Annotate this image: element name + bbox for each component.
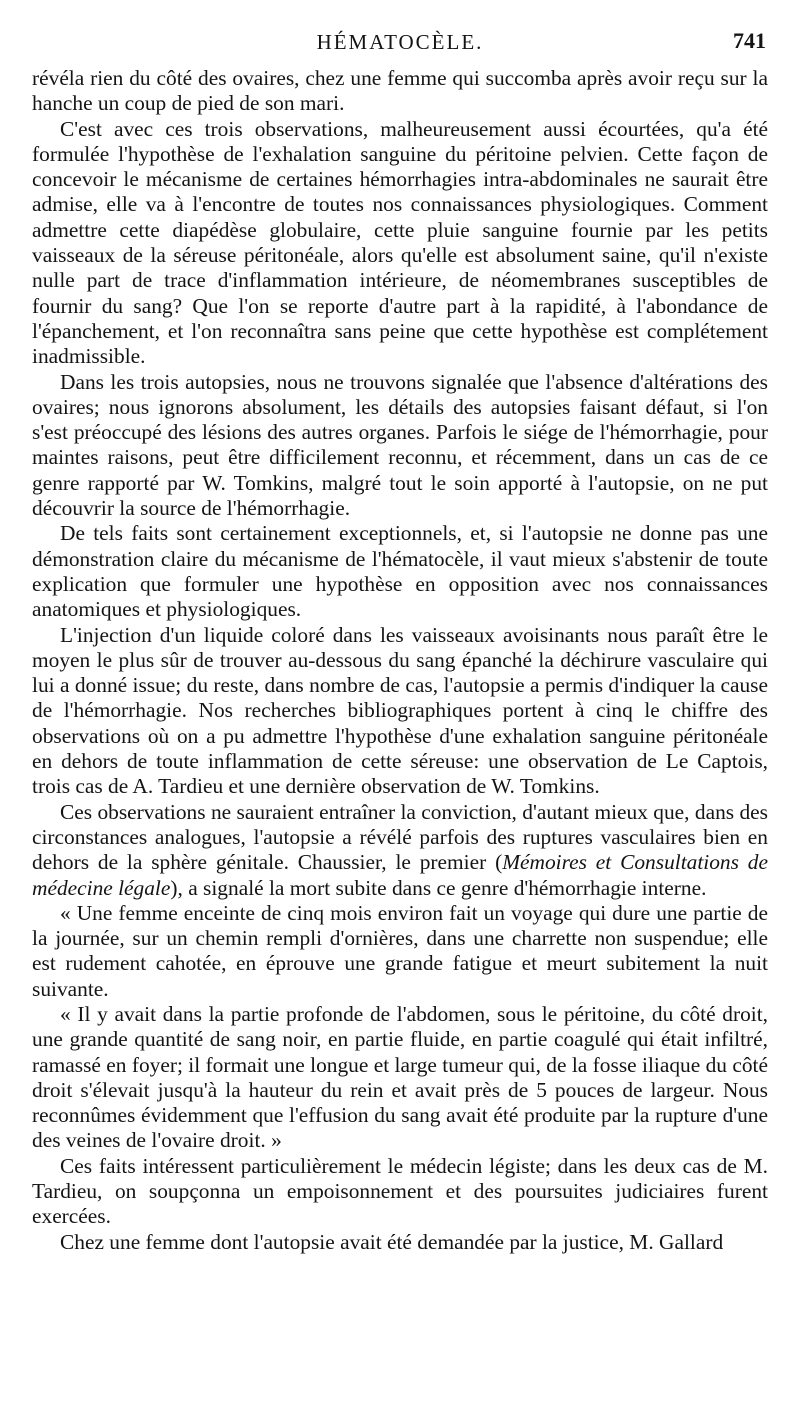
paragraph-4: De tels faits sont certainement exceptionnels, et, si l'autopsie ne donne pas une démonstration claire du mécanisme de l'hématocèle, il vaut mieux s'abstenir de toute explication que formuler une hypothèse en opposition avec nos connaissances anatomiques et physiologiques.: [32, 521, 768, 622]
paragraph-6-text-after: ), a signalé la mort subite dans ce genre d'hémorrhagie interne.: [170, 875, 707, 900]
paragraph-6: [32, 800, 768, 901]
paragraph-9: Ces faits intéressent particulièrement le médecin légiste; dans les deux cas de M. Tardieu, on soupçonna un empoisonnement et des poursuites judiciaires furent exercées.: [32, 1153, 768, 1229]
body-text: [32, 66, 768, 1255]
running-title: HÉMATOCÈLE.: [316, 30, 484, 54]
paragraph-2: C'est avec ces trois observations, malheureusement aussi écourtées, qu'a été formulée l'hypothèse de l'exhalation sanguine du péritoine pelvien. Cette façon de concevoir le mécanisme de certaines hémorrhagies intra-abdominales ne saurait être admise, elle va à l'encontre de toutes nos connaissances physiologiques. Comment admettre cette diapédèse globulaire, cette pluie sanguine fournie par les petits vaisseaux de la séreuse péritonéale, alors qu'elle est absolument saine, qu'il n'existe nulle part de trace d'inflammation intérieure, de néomembranes susceptibles de fournir du sang? Que l'on se reporte d'autre part à la rapidité, à l'abondance de l'épanchement, et l'on reconnaîtra sans peine que cette hypothèse est complétement inadmissible.: [32, 116, 768, 369]
paragraph-1: révéla rien du côté des ovaires, chez une femme qui succomba après avoir reçu sur la hanche un coup de pied de son mari.: [32, 66, 768, 116]
citation-title: Mémoires et Consultations de médecine légale: [32, 850, 768, 900]
paragraph-5: L'injection d'un liquide coloré dans les vaisseaux avoisinants nous paraît être le moyen le plus sûr de trouver au-dessous du sang épanché la déchirure vasculaire qui lui a donné issue; du reste, dans nombre de cas, l'autopsie a permis d'indiquer la cause de l'hémorrhagie. Nos recherches bibliographiques portent à cinq le chiffre des observations où on a pu admettre l'hypothèse d'une exhalation sanguine péritonéale en dehors de toute inflammation de cette séreuse: une observation de Le Captois, trois cas de A. Tardieu et une dernière observation de W. Tomkins.: [32, 622, 768, 799]
paragraph-3: Dans les trois autopsies, nous ne trouvons signalée que l'absence d'altérations des ovaires; nous ignorons absolument, les détails des autopsies faisant défaut, si l'on s'est préoccupé des lésions des autres organes. Parfois le siége de l'hémorrhagie, pour maintes raisons, peut être difficilement reconnu, et récemment, dans un cas de ce genre rapporté par W. Tomkins, malgré tout le soin apporté à l'autopsie, on ne put découvrir la source de l'hémorrhagie.: [32, 369, 768, 521]
document-page: [32, 26, 768, 1255]
paragraph-6-text-before: Ces observations ne sauraient entraîner la conviction, d'autant mieux que, dans des circonstances analogues, l'autopsie a révélé parfois des ruptures vasculaires bien en dehors de la sphère génitale. Chaussier, le premier (: [32, 799, 768, 875]
paragraph-10: Chez une femme dont l'autopsie avait été demandée par la justice, M. Gallard: [60, 1229, 724, 1254]
page-number: 741: [733, 28, 766, 53]
page-header: [32, 26, 768, 66]
paragraph-7-quote: « Une femme enceinte de cinq mois environ fait un voyage qui dure une partie de la journée, sur un chemin rempli d'ornières, dans une charrette non suspendue; elle est rudement cahotée, en éprouve une grande fatigue et meurt subitement la nuit suivante.: [32, 900, 768, 1001]
paragraph-8-quote: « Il y avait dans la partie profonde de l'abdomen, sous le péritoine, du côté droit, une grande quantité de sang noir, en partie fluide, en partie coagulé qui était infiltré, ramassé en foyer; il formait une longue et large tumeur qui, de la fosse iliaque du côté droit s'élevait jusqu'à la hauteur du rein et avait près de 5 pouces de largeur. Nous reconnûmes évidemment que l'effusion du sang avait été produite par la rupture d'une des veines de l'ovaire droit. »: [32, 1001, 768, 1153]
